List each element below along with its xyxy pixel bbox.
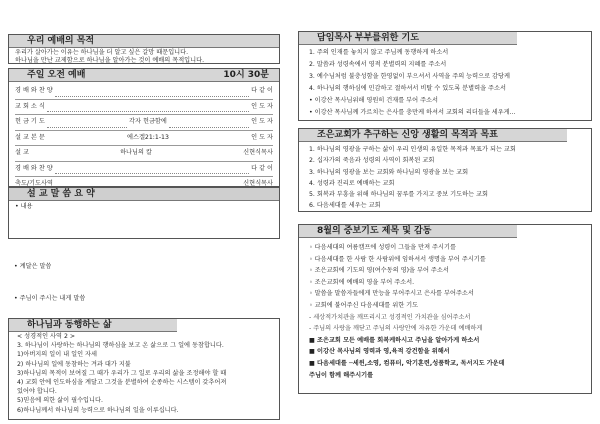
row-detail: 에스겔21:1-13 — [127, 133, 169, 141]
prayer-topic-item: ◦ 교회에 불어주신 다음세대를 위한 기도 — [309, 301, 419, 309]
row-leader: 신현식목사 — [243, 149, 273, 156]
row-item-label: 설 교 본 문 — [15, 133, 45, 141]
summary-item: • 주님이 주시는 내게 말씀 — [14, 295, 85, 302]
service-header — [9, 69, 279, 82]
service-row — [15, 131, 273, 147]
pastor-prayer-item: • 이강산 목사님께 가르치는 은사를 충만케 하셔서 교회의 리더들을 세우게... — [309, 109, 516, 116]
worship-purpose-line-1: 우리가 살아가는 이유는 하나님을 더 알고 싶은 갈망 때문입니다. — [15, 49, 189, 56]
row-leader: 인 도 자 — [251, 133, 273, 141]
sermon-title: 하나님의 칼 — [120, 149, 152, 156]
row-item-label: 축도/기도사역 — [15, 180, 53, 187]
walk-line: 4) 교회 안에 인도하심을 계달고 그것을 분별하여 순종하는 시스템이 갖추어져 — [17, 379, 227, 387]
service-title: 주일 오전 예배 — [27, 70, 86, 80]
pastor-prayer-item: 4. 하나님의 행하심에 민감하고 절하셔서 비탈 수 있도록 분별력을 주소서 — [309, 85, 506, 92]
service-row — [15, 115, 273, 131]
prayer-topics-title: 8월의 중보기도 제목 및 감동 — [299, 225, 517, 238]
church-goal-item: 5. 회복과 부흥을 위해 하나님의 꿈루를 가지고 중보 기도하는 교회 — [309, 191, 489, 199]
row-item-label: 설 교 — [15, 149, 29, 156]
row-leader: 다 같 이 — [251, 164, 273, 172]
pastor-prayer-item: 3. 예수님처럼 불충성함을 한영없이 부으셔서 사역을 주의 능력으로 감당케 — [309, 73, 510, 80]
pastor-prayer-item: 2. 말씀과 성령속에서 영적 분별력의 지혜를 주소서 — [309, 61, 447, 68]
walk-line: 1)아버지의 일이 내 일인 자세 — [17, 351, 97, 359]
prayer-topics-box — [298, 224, 592, 394]
prayer-topic-item: ◦ 말씀을 말씀자들에게 만능을 부어주시고 은사를 부어주소서 — [309, 290, 474, 298]
church-goal-item: 6. 다음세대를 세우는 교회 — [309, 202, 381, 210]
church-goal-item: 4. 성령과 진리로 예배하는 교회 — [309, 179, 395, 187]
pastor-prayer-box — [298, 31, 592, 121]
pastor-prayer-item: 1. 주의 인재를 놓치지 않고 주님께 동행하게 하소서 — [309, 49, 449, 56]
church-goal-item: 1. 하나님의 영광을 구하는 삶이 우리 인생의 유일한 목적과 목표가 되는 교회 — [309, 146, 516, 153]
prayer-topic-item: ■ 조은교회 모든 예배를 회복케하시고 주님을 알아가게 하소서 — [309, 336, 480, 344]
walk-line: 2) 하나님의 일에 동참하는 겨과 대가 지불 — [17, 360, 131, 368]
walk-with-god-title: 하나님과 동행하는 삶 — [9, 319, 177, 332]
pastor-prayer-item: • 이강산 목사님위해 영원히 건재를 부어 주소서 — [309, 97, 439, 104]
prayer-topic-item: ◦ 다음세대의 여름캠프에 성령이 그들을 만져 주시기를 — [309, 244, 456, 251]
row-leader: 인 도 자 — [251, 118, 273, 125]
prayer-topic-item: ◦ 조은교회에 기도의 영(여수동의 영)을 부어 주소서 — [309, 267, 449, 275]
church-goals-box — [298, 128, 592, 212]
church-goal-item: 2. 십자가의 죽음과 성령의 사역이 회복된 교회 — [309, 157, 435, 165]
sermon-summary-title: 설 교 말 씀 요 약 — [9, 188, 279, 201]
sermon-summary-box — [8, 187, 280, 239]
service-row — [15, 146, 273, 162]
service-row — [15, 100, 273, 116]
summary-item: • 내용 — [15, 203, 273, 211]
prayer-topic-item: - 주님의 사랑을 깨닫고 주님의 사랑안에 자유한 가운데 예배하게 — [309, 325, 483, 333]
row-leader: 신현식목사 — [243, 180, 273, 187]
service-row — [15, 84, 273, 100]
row-item-label: 경 배 와 찬 양 — [15, 87, 53, 94]
service-order-box — [8, 68, 280, 187]
worship-purpose-line-2: 하나님을 만난 교제함으로 하나님을 알아가는 것이 예배의 목적입니다. — [15, 57, 205, 64]
walk-line: 6)하나님께서 하나님의 능력으로 하나님의 일을 이루십니다. — [17, 406, 179, 414]
prayer-topic-item: ◦ 다음세대를 한 사람 한 사람위에 임하셔서 생명을 부어 주시기를 — [309, 255, 486, 263]
prayer-topic-item: - 세상적가치관을 깨뜨리시고 성경적인 가치관을 심어주소서 — [309, 313, 471, 321]
walk-line: 있어야 합니다. — [17, 388, 57, 396]
walk-subtitle: < 성경적인 사역 2 > — [17, 333, 76, 340]
service-time: 10시 30분 — [223, 70, 269, 80]
walk-line: 3)하나님의 목적이 보여질 그 때가 우리가 그 일로 우리의 삶을 조정해야 할 때 — [17, 369, 227, 377]
prayer-topic-item: ■ 이강산 목사님의 영력과 영,육적 강건함을 위해서 — [309, 348, 450, 356]
row-leader: 다 같 이 — [251, 87, 273, 94]
worship-purpose-title: 우리 예배의 목적 — [9, 35, 279, 48]
walk-with-god-box — [8, 318, 280, 420]
summary-item: • 계달은 말씀 — [14, 263, 51, 270]
pastor-prayer-title: 담임목사 부부를위한 기도 — [299, 32, 517, 45]
row-item-label: 경 배 와 찬 양 — [15, 164, 53, 172]
row-item-label: 헌 금 기 도 — [15, 118, 45, 125]
church-goal-item: 3. 하나님의 영광을 보는 교회와 하나님의 영광을 보는 교회 — [309, 168, 469, 176]
worship-purpose-box — [8, 34, 280, 64]
prayer-topic-item: ■ 다음세대를 ─세윈,소영, 컴퓨터, 악기훈련,성품학교, 독서지도 가운데 — [309, 359, 505, 367]
prayer-topic-item: ◦ 조은교회에 예배의 영을 부어 주소서. — [309, 278, 415, 286]
church-goals-title: 조은교회가 추구하는 신앙 생활의 목적과 목표 — [299, 129, 567, 142]
walk-line: 5)믿음에 의한 삶이 필수입니다. — [17, 397, 103, 405]
service-row — [15, 162, 273, 178]
row-item-label: 교 회 소 식 — [15, 102, 45, 110]
summary-lord-word — [14, 294, 85, 303]
row-detail: 각자 헌금함에 — [129, 118, 167, 125]
row-leader: 인 도 자 — [251, 102, 273, 110]
prayer-topic-item: 주님이 함께 해주시기를 — [309, 371, 374, 379]
summary-understood — [14, 262, 51, 271]
walk-line: 3. 하나님이 사랑하는 하나님의 행하심을 보고 온 삶으로 그 일에 동참합니다. — [17, 342, 224, 350]
